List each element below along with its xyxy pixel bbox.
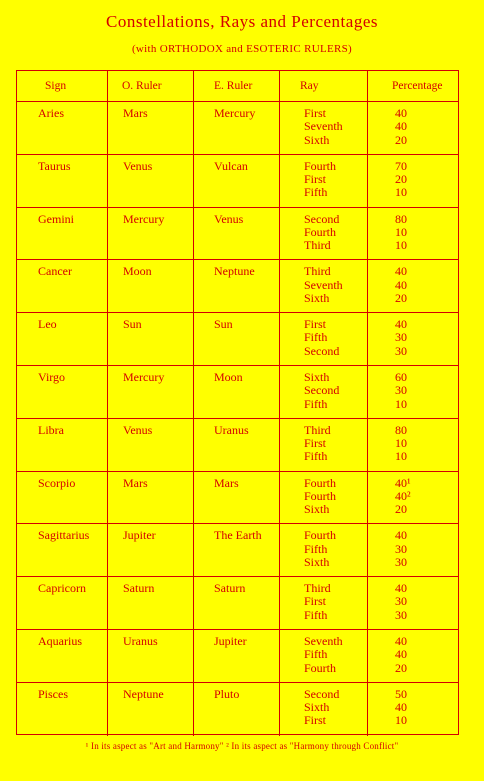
- orthodox-ruler-cell: Jupiter: [107, 524, 193, 576]
- percentage-value: 30: [395, 383, 407, 398]
- orthodox-ruler-cell: Neptune: [107, 683, 193, 736]
- table-row: [17, 260, 458, 313]
- percentage-value: 40: [395, 106, 407, 120]
- ray-value: Fourth: [304, 475, 337, 490]
- orthodox-ruler-cell: Venus: [107, 155, 193, 207]
- ray-cell: [279, 524, 367, 576]
- percentage-value: 80: [395, 422, 407, 437]
- ray-value: Second: [304, 343, 340, 358]
- ray-value: Seventh: [304, 119, 343, 134]
- percentage-cell: [367, 419, 458, 471]
- percentage-value: 40: [395, 277, 407, 292]
- ray-value: First: [304, 172, 327, 187]
- sign-cell: Pisces: [38, 686, 68, 701]
- percentage-cell: [367, 630, 458, 682]
- percentage-value: 40: [395, 317, 407, 332]
- ray-value: First: [304, 106, 327, 120]
- ray-value: Seventh: [304, 277, 343, 292]
- sign-cell: Virgo: [38, 370, 66, 384]
- footnote: ¹ In its aspect as "Art and Harmony" ² In its aspect as "Harmony through Conflict": [85, 741, 399, 751]
- table-row: [17, 472, 458, 525]
- sign-cell: Libra: [38, 422, 64, 437]
- table-row: [17, 683, 458, 736]
- table-row: [17, 102, 458, 155]
- ray-value: Fifth: [304, 647, 328, 662]
- sign-cell: Aquarius: [38, 634, 82, 648]
- percentage-cell: [367, 102, 458, 154]
- ray-value: First: [304, 594, 327, 609]
- percentage-value: 40¹: [395, 475, 411, 490]
- percentage-value: 20: [395, 290, 407, 305]
- percentage-value: 30: [395, 330, 407, 345]
- esoteric-ruler-cell: Vulcan: [193, 155, 279, 207]
- orthodox-ruler-cell: Mercury: [107, 208, 193, 260]
- ray-cell: [279, 208, 367, 260]
- ray-cell: [279, 630, 367, 682]
- ray-cell: [279, 366, 367, 418]
- percentage-value: 40: [395, 528, 407, 543]
- ray-value: Third: [304, 238, 331, 253]
- page-subtitle: (with ORTHODOX and ESOTERIC RULERS): [131, 43, 353, 55]
- ray-value: Third: [304, 581, 331, 596]
- sign-cell: Aries: [38, 106, 64, 120]
- ray-value: Second: [304, 383, 340, 398]
- orthodox-ruler-cell: Moon: [107, 260, 193, 312]
- orthodox-ruler-cell: Mars: [107, 102, 193, 154]
- percentage-value: 80: [395, 211, 407, 226]
- ray-value: Seventh: [304, 634, 343, 648]
- sign-cell: Leo: [38, 317, 57, 332]
- percentage-cell: [367, 366, 458, 418]
- ray-value: Sixth: [304, 502, 330, 517]
- percentage-value: 60: [395, 370, 407, 384]
- header-e-ruler: E. Ruler: [193, 71, 279, 101]
- percentage-cell: [367, 260, 458, 312]
- percentage-value: 50: [395, 686, 407, 701]
- ray-value: Third: [304, 264, 331, 279]
- percentage-value: 20: [395, 132, 407, 147]
- page-title: Constellations, Rays and Percentages: [105, 12, 378, 31]
- orthodox-ruler-cell: Sun: [107, 313, 193, 365]
- table-row: [17, 208, 458, 261]
- sign-cell: Gemini: [38, 211, 74, 226]
- ray-value: Fourth: [304, 528, 337, 543]
- sign-cell: Cancer: [38, 264, 72, 279]
- percentage-value: 20: [395, 660, 407, 675]
- ray-value: Second: [304, 211, 340, 226]
- percentage-value: 20: [395, 172, 407, 187]
- esoteric-ruler-cell: Neptune: [193, 260, 279, 312]
- percentage-value: 40: [395, 581, 407, 596]
- ray-value: First: [304, 436, 327, 451]
- ray-value: Second: [304, 686, 340, 701]
- esoteric-ruler-cell: The Earth: [193, 524, 279, 576]
- percentage-cell: [367, 472, 458, 524]
- ray-value: Fifth: [304, 185, 328, 200]
- percentage-value: 30: [395, 541, 407, 556]
- header-sign: Sign: [45, 80, 67, 92]
- percentage-value: 10: [395, 396, 407, 411]
- esoteric-ruler-cell: Saturn: [193, 577, 279, 629]
- sign-cell: Taurus: [38, 158, 71, 173]
- percentage-value: 10: [395, 185, 407, 200]
- ray-cell: [279, 155, 367, 207]
- percentage-value: 10: [395, 713, 407, 728]
- ray-cell: [279, 472, 367, 524]
- header-percentage: Percentage: [367, 71, 458, 101]
- ray-value: Fifth: [304, 607, 328, 622]
- percentage-cell: [367, 208, 458, 260]
- orthodox-ruler-cell: Mercury: [107, 366, 193, 418]
- ray-cell: [279, 102, 367, 154]
- header-ray: Ray: [279, 71, 367, 101]
- header-o-ruler: O. Ruler: [107, 71, 193, 101]
- percentage-cell: [367, 683, 458, 736]
- table-row: [17, 577, 458, 630]
- ray-cell: [279, 577, 367, 629]
- table-row: [17, 366, 458, 419]
- ray-cell: [279, 419, 367, 471]
- percentage-value: 40: [395, 647, 407, 662]
- ray-value: Fourth: [304, 488, 337, 503]
- table-row: [17, 313, 458, 366]
- sign-cell: Scorpio: [38, 475, 76, 490]
- ray-cell: [279, 683, 367, 736]
- ray-value: First: [304, 713, 327, 728]
- ray-value: Sixth: [304, 554, 330, 569]
- table-row: [17, 630, 458, 683]
- percentage-value: 30: [395, 594, 407, 609]
- ray-value: Fifth: [304, 396, 328, 411]
- esoteric-ruler-cell: Pluto: [193, 683, 279, 736]
- ray-value: Sixth: [304, 370, 330, 384]
- esoteric-ruler-cell: Moon: [193, 366, 279, 418]
- orthodox-ruler-cell: Mars: [107, 472, 193, 524]
- table-header-row: [17, 71, 458, 102]
- ray-value: First: [304, 317, 327, 332]
- orthodox-ruler-cell: Venus: [107, 419, 193, 471]
- esoteric-ruler-cell: Jupiter: [193, 630, 279, 682]
- percentage-value: 40²: [395, 488, 411, 503]
- percentage-value: 40: [395, 700, 407, 715]
- esoteric-ruler-cell: Mercury: [193, 102, 279, 154]
- esoteric-ruler-cell: Uranus: [193, 419, 279, 471]
- ray-value: Third: [304, 422, 331, 437]
- constellations-table: [16, 70, 459, 735]
- sign-cell: Sagittarius: [38, 528, 90, 543]
- percentage-cell: [367, 313, 458, 365]
- table-row: [17, 419, 458, 472]
- percentage-value: 40: [395, 634, 407, 648]
- table-row: [17, 524, 458, 577]
- ray-value: Fourth: [304, 224, 337, 239]
- percentage-cell: [367, 155, 458, 207]
- percentage-value: 10: [395, 224, 407, 239]
- percentage-value: 30: [395, 554, 407, 569]
- percentage-value: 30: [395, 607, 407, 622]
- ray-value: Sixth: [304, 290, 330, 305]
- percentage-cell: [367, 577, 458, 629]
- ray-value: Fifth: [304, 541, 328, 556]
- ray-value: Sixth: [304, 700, 330, 715]
- percentage-value: 10: [395, 449, 407, 464]
- percentage-value: 10: [395, 238, 407, 253]
- percentage-cell: [367, 524, 458, 576]
- percentage-value: 30: [395, 343, 407, 358]
- percentage-value: 70: [395, 158, 407, 173]
- percentage-value: 10: [395, 436, 407, 451]
- table-row: [17, 155, 458, 208]
- ray-value: Fifth: [304, 330, 328, 345]
- ray-value: Fifth: [304, 449, 328, 464]
- ray-cell: [279, 313, 367, 365]
- ray-value: Fourth: [304, 660, 337, 675]
- ray-value: Sixth: [304, 132, 330, 147]
- percentage-value: 20: [395, 502, 407, 517]
- orthodox-ruler-cell: Uranus: [107, 630, 193, 682]
- percentage-value: 40: [395, 264, 407, 279]
- esoteric-ruler-cell: Sun: [193, 313, 279, 365]
- percentage-value: 40: [395, 119, 407, 134]
- orthodox-ruler-cell: Saturn: [107, 577, 193, 629]
- ray-cell: [279, 260, 367, 312]
- esoteric-ruler-cell: Venus: [193, 208, 279, 260]
- ray-value: Fourth: [304, 158, 337, 173]
- sign-cell: Capricorn: [38, 581, 86, 596]
- esoteric-ruler-cell: Mars: [193, 472, 279, 524]
